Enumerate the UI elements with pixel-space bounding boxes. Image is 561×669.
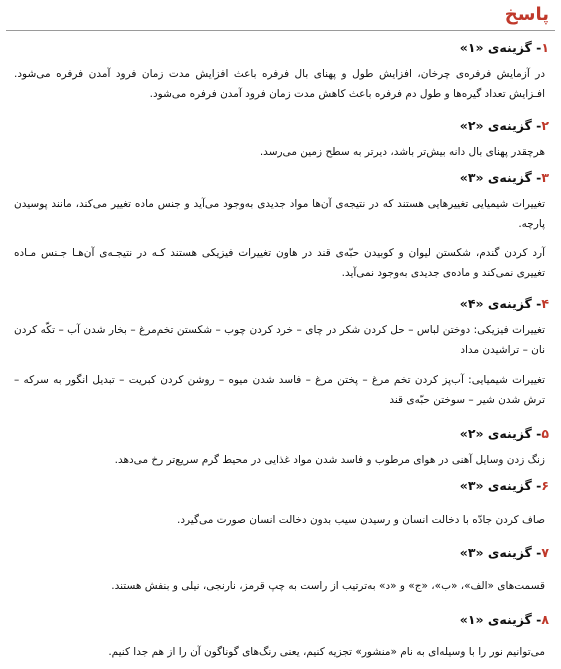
answer-5-heading [460, 426, 549, 442]
answer-choice: - گزینه‌ی «۱» [459, 40, 542, 55]
answer-3-heading [460, 170, 549, 186]
answer-6-text: صاف کردن جادّه با دخالت انسان و رسیدن سیب بدون دخالت انسان صورت می‌گیرد. [176, 514, 545, 526]
page-title: پاسخ [504, 4, 549, 25]
answer-1-heading [460, 40, 549, 56]
answer-number: ۴ [541, 296, 549, 311]
answer-number: ۵ [541, 426, 549, 441]
answer-7-heading [460, 545, 549, 561]
answer-choice: - گزینه‌ی «۳» [459, 545, 542, 560]
answer-choice: - گزینه‌ی «۱» [459, 612, 542, 627]
answer-choice: - گزینه‌ی «۲» [459, 118, 542, 133]
answer-number: ۶ [541, 478, 549, 493]
answer-7-text: قسمت‌های «الف»، «ب»، «ج» و «د» به‌ترتیب از راست به چپ قرمز، نارنجی، نیلی و بنفش هستند. [111, 580, 545, 592]
answer-6-heading [460, 478, 549, 494]
answer-number: ۷ [541, 545, 549, 560]
answer-choice: - گزینه‌ی «۳» [459, 170, 542, 185]
answer-choice: - گزینه‌ی «۴» [459, 296, 542, 311]
answer-5-text: زنگ زدن وسایل آهنی در هوای مرطوب و فاسد شدن مواد غذایی در محیط گرم سریع‌تر رخ می‌دهد. [114, 454, 545, 466]
answer-1-text: در آزمایش فرفره‌ی چرخان، افزایش طول و پهنای بال فرفره باعث افزایش مدت زمان فرود آمدن فرفره می‌شود. افـزایش تعداد گیره‌ها و طول دم فرفره باعث کاهش مدت زمان فرود آمدن فرفره می‌شود. [14, 68, 545, 100]
answer-choice: - گزینه‌ی «۳» [459, 478, 542, 493]
title-divider [6, 30, 555, 31]
answer-number: ۱ [541, 40, 549, 55]
answer-choice: - گزینه‌ی «۲» [459, 426, 542, 441]
answer-number: ۳ [541, 170, 549, 185]
answer-8-text: می‌توانیم نور را با وسیله‌ای به نام «منشور» تجزیه کنیم، یعنی رنگ‌های گوناگون آن را از هم جدا کنیم. [108, 646, 545, 658]
answer-3-text-1: تغییرات شیمیایی تغییرهایی هستند که در نتیجه‌ی آن‌ها مواد جدیدی به‌وجود می‌آید و جنس ماده تغییر می‌کند، مانند پوسیدن پارچه. [14, 198, 545, 230]
answer-2-heading [460, 118, 549, 134]
answer-2-text: هرچقدر پهنای بال دانه بیش‌تر باشد، دیرتر به سطح زمین می‌رسد. [259, 146, 545, 158]
answer-number: ۲ [541, 118, 549, 133]
answer-3-text-2: آرد کردن گندم، شکستن لیوان و کوبیدن حبّه‌ی قند در هاون تغییرات فیزیکی هستند کـه در نتیجـه‌ی آن‌هـا جـنس مـاده تغییری نمی‌کند و ماده‌ی جدیدی به‌وجود نمی‌آید. [14, 247, 545, 279]
answer-number: ۸ [541, 612, 549, 627]
answer-4-physical: تغییرات فیزیکی: دوختن لباس – حل کردن شکر در چای – خرد کردن چوب – شکستن تخم‌مرغ – بخار شدن آب – تکّه کردن نان – تراشیدن مداد [14, 324, 545, 356]
answer-4-chemical: تغییرات شیمیایی: آب‌پز کردن تخم مرغ – پختن مرغ – فاسد شدن میوه – روشن کردن کبریت – تبدیل انگور به سرکه – ترش شدن شیر – سوختن حبّه‌ی قند [14, 374, 545, 406]
answer-8-heading [460, 612, 549, 628]
answer-4-heading [460, 296, 549, 312]
